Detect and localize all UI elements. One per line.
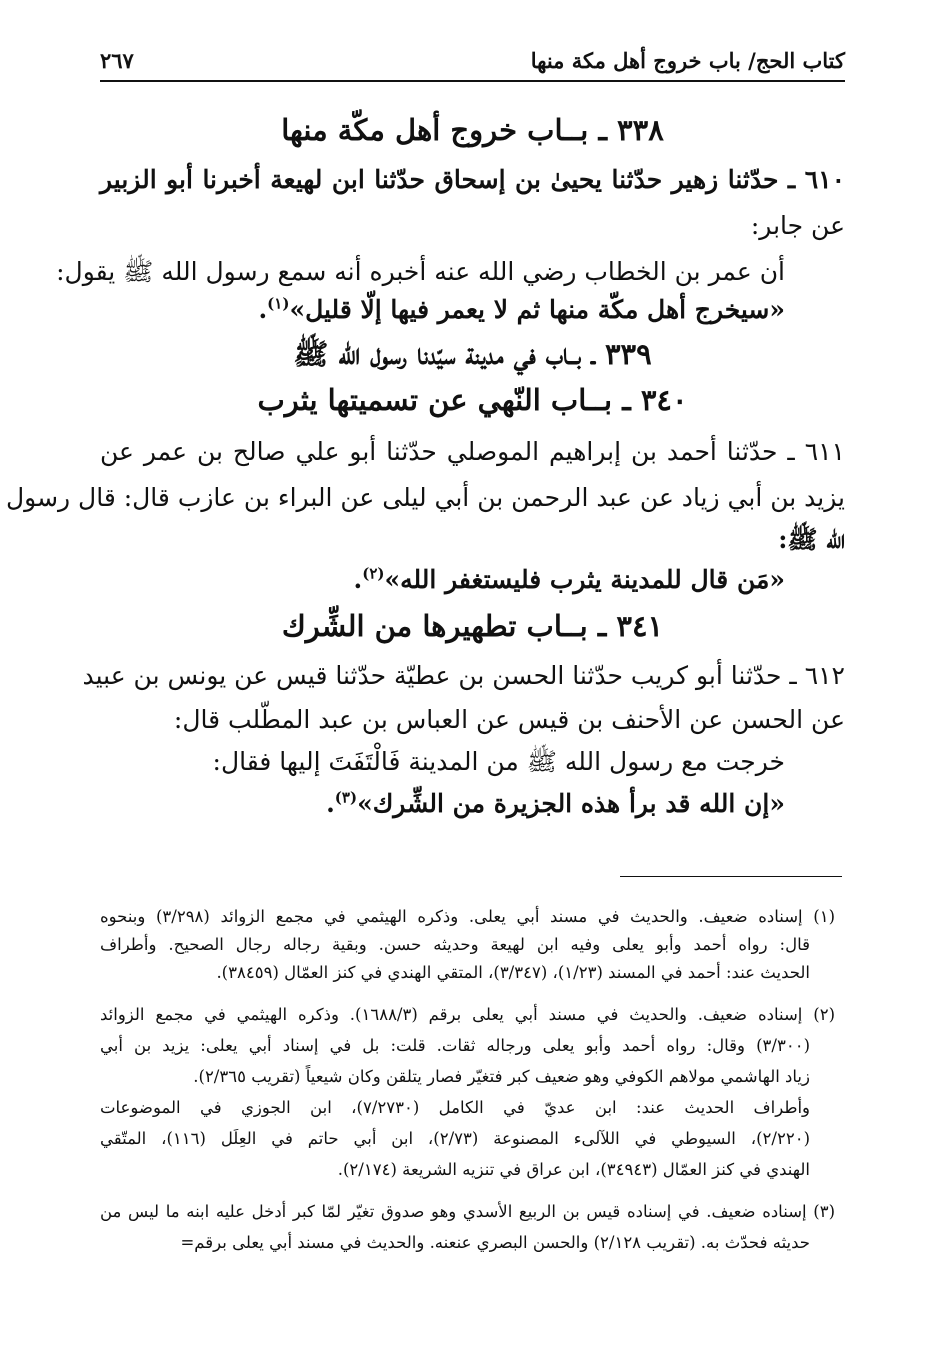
chapter-heading-341: ٣٤١ ـ بــاب تطهيرها من الشِّرك bbox=[281, 609, 664, 643]
hadith-611-line-2: يزيد بن أبي زياد عن عبد الرحمن بن أبي ليلى عن البراء بن عازب قال: قال رسول bbox=[6, 483, 845, 512]
hadith-610-line-2: عن جابر: bbox=[750, 211, 845, 240]
footnote-3-line-1: (٣) إسناده ضعيف. في إسناده قيس بن الربيع الأسدي وهو صدوق تغيّر لمّا كبر أدخل عليه ابنه ما ليس من bbox=[100, 1202, 835, 1221]
footnote-2-line-4: وأطراف الحديث عند: ابن عديّ في الكامل (٧/٢٧٣٠)، ابن الجوزي في الموضوعات bbox=[100, 1098, 811, 1117]
chapter-heading-339: ٣٣٩ ـ بــاب في مدينة سيّدنا رسول الله ﷺ bbox=[293, 337, 652, 371]
hadith-610-quote-end: . bbox=[258, 295, 268, 324]
hadith-612-line-3: خرجت مع رسول الله ﷺ من المدينة فَالْتَفَتَ إليها فقال: bbox=[212, 747, 785, 776]
hadith-610-line-1: ٦١٠ ـ حدّثنا زهير حدّثنا يحيىٰ بن إسحاق حدّثنا ابن لهيعة أخبرنا أبو الزبير bbox=[100, 165, 846, 194]
running-title: كتاب الحج/ باب خروج أهل مكة منها bbox=[530, 48, 845, 73]
hadith-611-quote-end: . bbox=[353, 565, 363, 594]
hadith-611-line-1: ٦١١ ـ حدّثنا أحمد بن إبراهيم الموصلي حدّثنا أبو علي صالح بن عمر عن bbox=[100, 437, 845, 466]
chapter-heading-338: ٣٣٨ ـ بــاب خروج أهل مكّة منها bbox=[281, 113, 664, 147]
hadith-612-line-1: ٦١٢ ـ حدّثنا أبو كريب حدّثنا الحسن بن عطيّة حدّثنا قيس عن يونس بن عبيد bbox=[82, 661, 845, 690]
footnote-2-line-2: (٣/٣٠٠) وقال: رواه أحمد وأبو يعلى ورجاله ثقات. قلت: بل في إسناد أبي يعلى: يزيد بن أبي bbox=[100, 1036, 810, 1055]
footnote-3-line-2: حديثه فحدّث به. (تقريب ٢/١٢٨) والحسن البصري عنعنه. والحديث في مسند أبي يعلى برقم= bbox=[180, 1233, 810, 1252]
hadith-612-quote bbox=[326, 784, 785, 824]
header-rule bbox=[100, 80, 845, 82]
page-number: ٢٦٧ bbox=[100, 48, 134, 73]
hadith-610-line-3: أن عمر بن الخطاب رضي الله عنه أخبره أنه سمع رسول الله ﷺ يقول: bbox=[56, 257, 785, 286]
hadith-611-quote-text: «مَن قال للمدينة يثرب فليستغفر الله» bbox=[384, 565, 785, 594]
hadith-612-quote-text: «إن الله قد برأ هذه الجزيرة من الشِّرك» bbox=[357, 789, 785, 818]
hadith-610-quote bbox=[258, 290, 785, 330]
hadith-611-quote bbox=[354, 560, 786, 600]
footnote-2-line-6: الهندي في كنز العمّال (٣٤٩٤٣)، ابن عراق في تنزيه الشريعة (٢/١٧٤). bbox=[337, 1160, 810, 1179]
footnote-1-line-3: الحديث عند: أحمد في المسند (١/٢٣)، (٣/٣٤٧)، المتقي الهندي في كنز العمّال (٣٨٤٥٩). bbox=[216, 963, 810, 982]
footnote-1-line-2: قال: رواه أحمد وأبو يعلى وفيه ابن لهيعة وحديثه حسن. وبقية رجاله رجال الصحيح. وأطراف bbox=[100, 935, 810, 954]
hadith-610-quote-text: «سيخرج أهل مكّة منها ثم لا يعمر فيها إلّا قليل» bbox=[289, 295, 785, 324]
footnote-ref-2: (٢) bbox=[362, 564, 385, 583]
hadith-612-line-2: عن الحسن عن الأحنف بن قيس عن العباس بن عبد المطّلب قال: bbox=[173, 705, 845, 734]
footnote-2-line-5: (٢/٢٢٠)، السيوطي في اللآلىء المصنوعة (٢/٧٣)، ابن أبي حاتم في العِلَل (١١٦)، المتّقي bbox=[100, 1129, 810, 1148]
footnote-2-line-3: زياد الهاشمي مولاهم الكوفي وهو ضعيف كبر فتغيّر فصار يتلقن وكان شيعياً (تقريب ٢/٣٦٥). bbox=[193, 1067, 810, 1086]
footnote-ref-1: (١) bbox=[267, 294, 290, 313]
footnote-separator bbox=[620, 876, 842, 877]
hadith-611-line-3: الله ﷺ: bbox=[778, 525, 845, 554]
hadith-612-quote-end: . bbox=[326, 789, 335, 818]
footnote-2-line-1: (٢) إسناده ضعيف. والحديث في مسند أبي يعلى برقم (١٦٨٨/٣). وذكره الهيثمي في مجمع الزوائد bbox=[100, 1005, 836, 1024]
chapter-heading-340: ٣٤٠ ـ بــاب النّهي عن تسميتها يثرب bbox=[257, 383, 688, 417]
footnote-1-line-1: (١) إسناده ضعيف. والحديث في مسند أبي يعلى. وذكره الهيثمي في مجمع الزوائد (٣/٢٩٨) وبنحوه bbox=[100, 907, 835, 926]
footnote-ref-3: (٣) bbox=[334, 788, 358, 807]
